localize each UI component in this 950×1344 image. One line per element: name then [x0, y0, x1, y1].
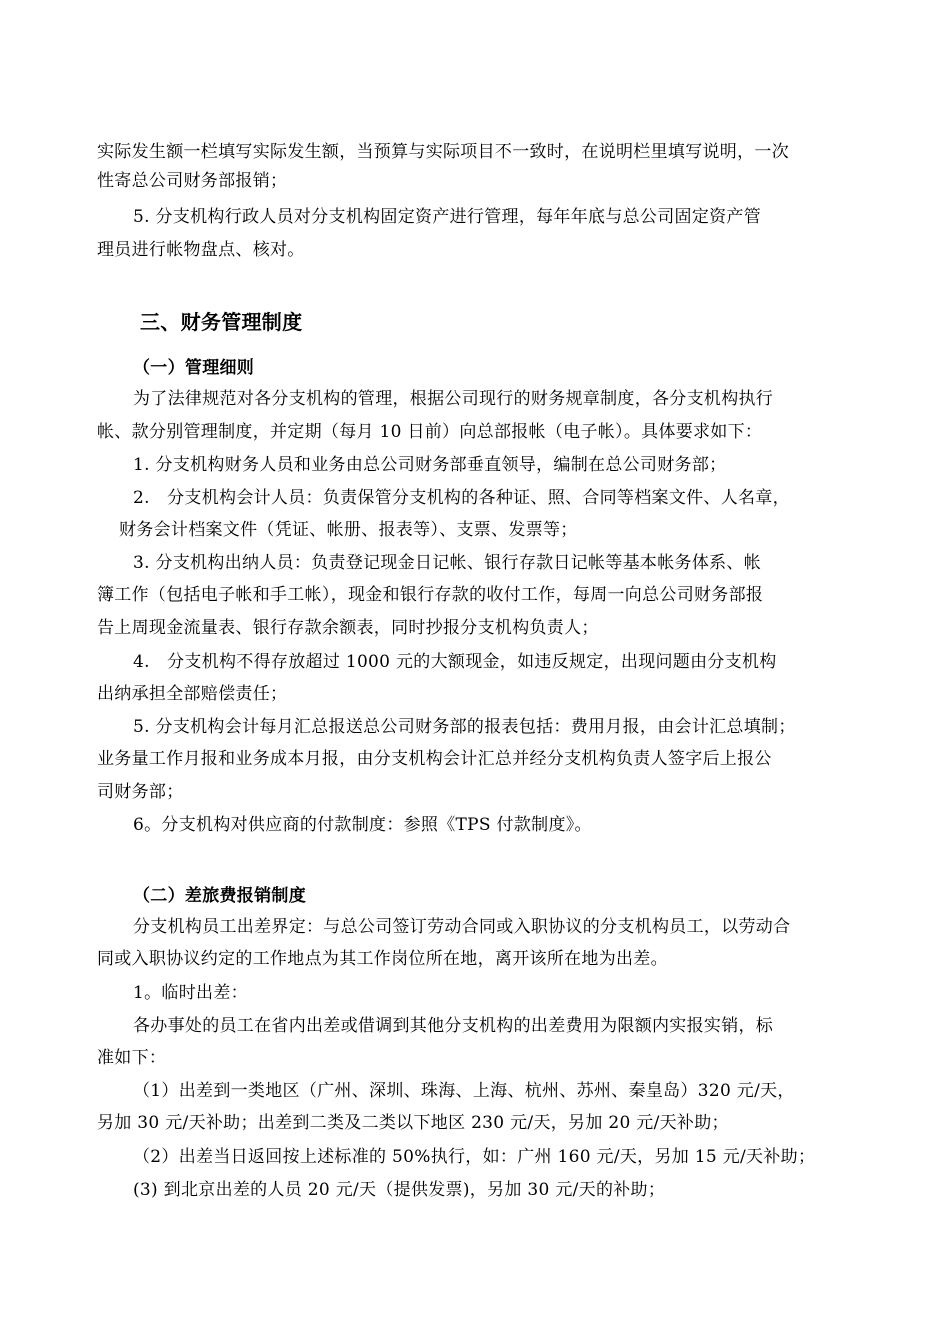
- paragraph-line: （2）出差当日返回按上述标准的 50%执行，如：广州 160 元/天，另加 15 元/天补助；: [133, 1147, 816, 1167]
- paragraph-line: 同或入职协议约定的工作地点为其工作岗位所在地，离开该所在地为出差。: [97, 949, 668, 969]
- paragraph-line: （1）出差到一类地区（广州、深圳、珠海、上海、杭州、苏州、秦皇岛）320 元/天，: [133, 1081, 795, 1101]
- paragraph-line: 实际发生额一栏填写实际发生额，当预算与实际项目不一致时，在说明栏里填写说明，一次: [97, 142, 789, 162]
- paragraph-line: 财务会计档案文件（凭证、帐册、报表等）、支票、发票等；: [119, 520, 578, 540]
- paragraph-line: 6。分支机构对供应商的付款制度：参照《TPS 付款制度》。: [133, 815, 592, 835]
- paragraph-line: 5. 分支机构行政人员对分支机构固定资产进行管理，每年年底与总公司固定资产管: [133, 207, 762, 227]
- paragraph-line: 3. 分支机构出纳人员：负责登记现金日记帐、银行存款日记帐等基本帐务体系、帐: [133, 553, 762, 573]
- paragraph-line: 准如下：: [97, 1048, 167, 1068]
- paragraph-line: 司财务部；: [97, 782, 184, 802]
- paragraph-line: 理员进行帐物盘点、核对。: [97, 240, 305, 260]
- paragraph-line: 1。临时出差：: [133, 983, 248, 1003]
- paragraph-line: 1. 分支机构财务人员和业务由总公司财务部垂直领导，编制在总公司财务部；: [133, 455, 727, 475]
- subsection-heading: （一）管理细则: [133, 358, 255, 378]
- paragraph-line: 4. 分支机构不得存放超过 1000 元的大额现金，如违反规定，出现问题由分支机构: [133, 652, 777, 672]
- subsection-heading: （二）差旅费报销制度: [133, 886, 306, 906]
- paragraph-line: 帐、款分别管理制度，并定期（每月 10 日前）向总部报帐（电子帐）。具体要求如下：: [97, 422, 763, 442]
- paragraph-line: 性寄总公司财务部报销；: [97, 171, 288, 191]
- paragraph-line: 告上周现金流量表、银行存款余额表，同时抄报分支机构负责人；: [97, 618, 599, 638]
- paragraph-line: (3) 到北京出差的人员 20 元/天（提供发票)，另加 30 元/天的补助；: [133, 1180, 666, 1200]
- paragraph-line: 为了法律规范对各分支机构的管理，根据公司现行的财务规章制度，各分支机构执行: [133, 389, 774, 409]
- section-heading: 三、财务管理制度: [140, 310, 303, 334]
- paragraph-line: 分支机构员工出差界定：与总公司签订劳动合同或入职协议的分支机构员工，以劳动合: [133, 917, 791, 937]
- paragraph-line: 另加 30 元/天补助；出差到二类及二类以下地区 230 元/天，另加 20 元/天补助；: [97, 1113, 729, 1133]
- paragraph-line: 5. 分支机构会计每月汇总报送总公司财务部的报表包括：费用月报，由会计汇总填制；: [133, 717, 796, 737]
- paragraph-line: 簿工作（包括电子帐和手工帐），现金和银行存款的收付工作，每周一向总公司财务部报: [97, 585, 764, 605]
- paragraph-line: 2. 分支机构会计人员：负责保管分支机构的各种证、照、合同等档案文件、人名章，: [133, 488, 790, 508]
- paragraph-line: 出纳承担全部赔偿责任；: [97, 684, 288, 704]
- paragraph-line: 各办事处的员工在省内出差或借调到其他分支机构的出差费用为限额内实报实销，标: [133, 1016, 774, 1036]
- paragraph-line: 业务量工作月报和业务成本月报，由分支机构会计汇总并经分支机构负责人签字后上报公: [97, 749, 772, 769]
